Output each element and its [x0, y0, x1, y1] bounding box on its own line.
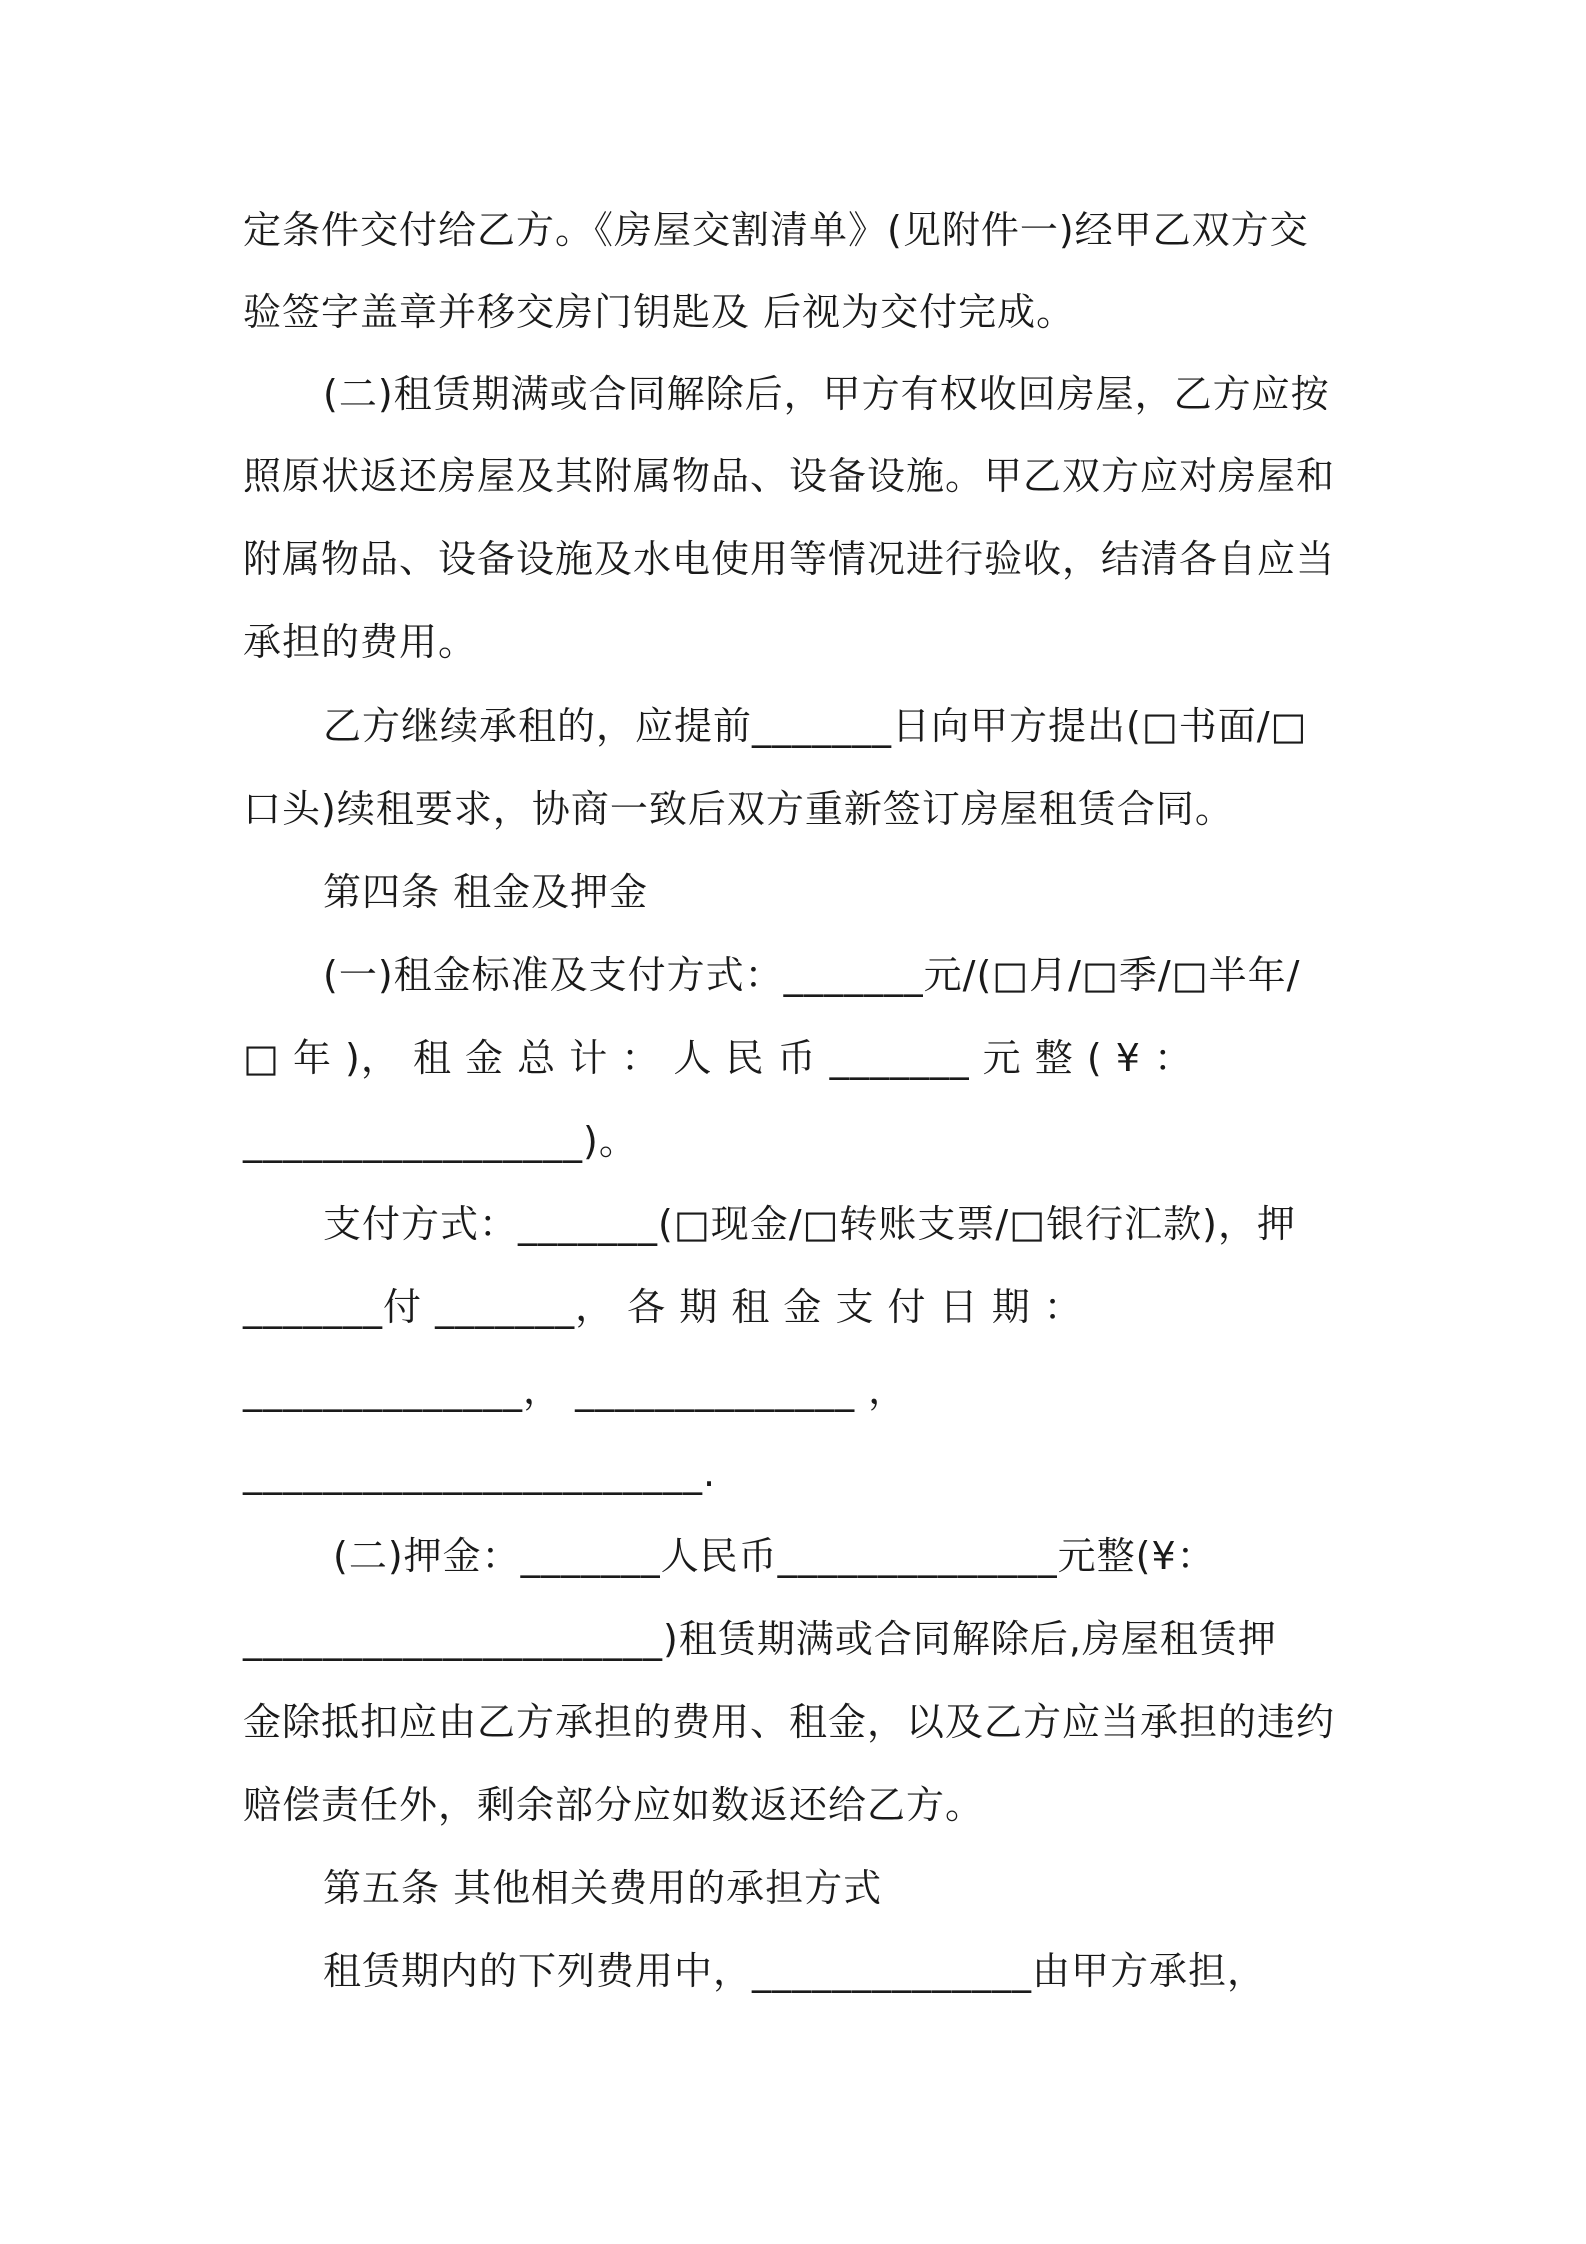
- paragraph-line: _______付 _______， 各 期 租 金 支 付 日 期 ：: [243, 1285, 1083, 1329]
- paragraph-line: 支付方式：_______(□现金/□转账支票/□银行汇款)，押: [323, 1202, 1296, 1246]
- paragraph-line: □ 年 )， 租 金 总 计 ： 人 民 币 _______ 元 整 ( ¥ ：: [243, 1036, 1193, 1080]
- article-heading: 第四条 租金及押金: [323, 870, 649, 914]
- paragraph-line: 租赁期内的下列费用中，______________由甲方承担，: [323, 1949, 1267, 1993]
- paragraph-line: 赔偿责任外，剩余部分应如数返还给乙方。: [243, 1783, 985, 1827]
- paragraph-line: 定条件交付给乙方。《房屋交割清单》(见附件一)经甲乙双方交: [243, 208, 1309, 252]
- paragraph-line: 照原状返还房屋及其附属物品、设备设施。甲乙双方应对房屋和: [243, 454, 1336, 498]
- paragraph-line: _______________________.: [243, 1451, 717, 1495]
- paragraph-line: 金除抵扣应由乙方承担的费用、租金，以及乙方应当承担的违约: [243, 1700, 1336, 1744]
- article-heading: 第五条 其他相关费用的承担方式: [323, 1866, 883, 1910]
- paragraph-line: ______________， ______________ ，: [243, 1368, 908, 1412]
- paragraph-line: 附属物品、设备设施及水电使用等情况进行验收，结清各自应当: [243, 537, 1336, 581]
- paragraph-line: (一)租金标准及支付方式：_______元/(□月/□季/□半年/: [323, 953, 1301, 997]
- paragraph-line: _________________)。: [243, 1119, 638, 1163]
- paragraph-line: 口头)续租要求，协商一致后双方重新签订房屋租赁合同。: [243, 787, 1234, 831]
- paragraph-line: 验签字盖章并移交房门钥匙及 后视为交付完成。: [243, 290, 1076, 334]
- paragraph-line: (二)押金：_______人民币______________元整(¥：: [333, 1534, 1216, 1578]
- paragraph-line: 承担的费用。: [243, 620, 478, 664]
- paragraph-line: _____________________)租赁期满或合同解除后,房屋租赁押: [243, 1617, 1277, 1661]
- paragraph-line: (二)租赁期满或合同解除后，甲方有权收回房屋，乙方应按: [323, 372, 1330, 416]
- paragraph-line: 乙方继续承租的，应提前_______日向甲方提出(□书面/□: [323, 704, 1308, 748]
